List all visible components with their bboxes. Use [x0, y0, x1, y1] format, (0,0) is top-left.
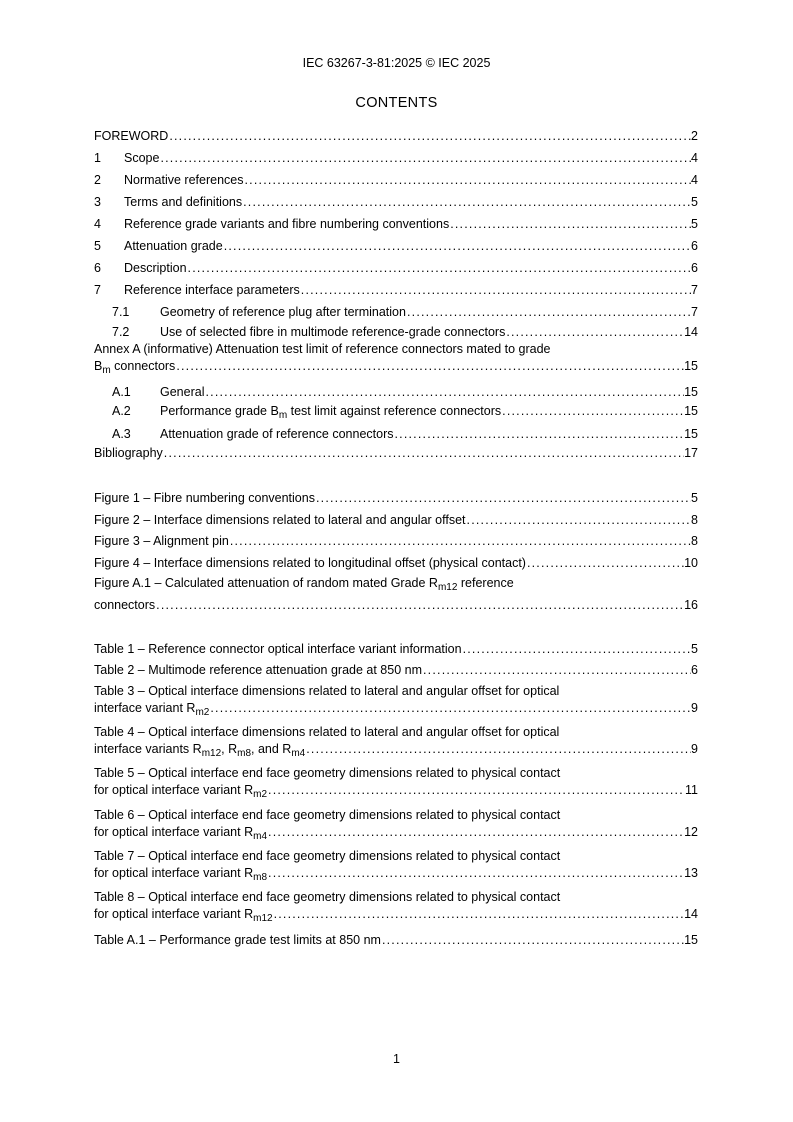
leader-dots: [449, 217, 691, 231]
toc-entry-number: 7.2: [112, 325, 130, 339]
leader-dots: [175, 359, 684, 373]
toc-page-number: 15: [684, 933, 698, 947]
toc-entry-text: Bibliography: [94, 446, 163, 460]
toc-table-3[interactable]: [94, 699, 698, 718]
toc-entry-description[interactable]: [94, 259, 698, 275]
toc-page-number: 7: [691, 283, 698, 297]
toc-page-number: 6: [691, 239, 698, 253]
toc-page-number: 17: [684, 446, 698, 460]
toc-entry-text: connectors: [94, 598, 156, 612]
toc-page-number: 12: [684, 825, 698, 839]
toc-entry-text: Figure 3 – Alignment pin: [94, 534, 229, 548]
leader-dots: [267, 825, 684, 839]
toc-page-number: 4: [691, 151, 698, 165]
toc-table-a1[interactable]: [94, 931, 698, 947]
toc-page-number: 15: [684, 427, 698, 441]
toc-entry-normative-references[interactable]: [94, 171, 698, 187]
toc-entry-text: Figure 4 – Interface dimensions related to longitudinal offset (physical contact): [94, 556, 526, 570]
toc-entry-text: Performance grade $B_m$ test limit against reference connectors: [160, 404, 502, 421]
leader-dots: [381, 933, 684, 947]
leader-dots: [526, 556, 684, 570]
toc-entry-number: 3: [94, 195, 101, 209]
toc-page-number: 13: [684, 866, 698, 880]
toc-page-number: 14: [684, 907, 698, 921]
toc-page-number: 2: [691, 129, 698, 143]
toc-page-number: 11: [685, 783, 698, 797]
toc-entry-text: Table A.1 – Performance grade test limits at 850 nm: [94, 933, 381, 947]
toc-entry-number: 5: [94, 239, 101, 253]
toc-entry-attenuation-grade[interactable]: [94, 237, 698, 253]
toc-entry-performance-grade-bm[interactable]: [112, 402, 698, 421]
toc-figure-4[interactable]: [94, 554, 698, 570]
toc-entry-text: Geometry of reference plug after termination: [160, 305, 406, 319]
leader-dots: [223, 239, 691, 253]
toc-entry-number: 7.1: [112, 305, 130, 319]
toc-entry-text: Figure 2 – Interface dimensions related to lateral and angular offset: [94, 513, 466, 527]
toc-table-3-line1[interactable]: Table 3 – Optical interface dimensions related to lateral and angular offset for optical: [94, 684, 560, 698]
toc-entry-terms-definitions[interactable]: [94, 193, 698, 209]
toc-entry-number: 1: [94, 151, 101, 165]
leader-dots: [242, 195, 691, 209]
toc-entry-text: interface variant $R_{m2}$: [94, 701, 210, 718]
toc-table-2[interactable]: [94, 661, 698, 677]
toc-entry-text: Scope: [124, 151, 160, 165]
toc-entry-reference-interface-parameters[interactable]: [94, 281, 698, 297]
toc-table-7[interactable]: [94, 864, 698, 883]
toc-figure-3[interactable]: [94, 532, 698, 548]
toc-entry-number: A.2: [112, 404, 131, 418]
toc-page-number: 6: [691, 663, 698, 677]
toc-figure-a1[interactable]: [94, 596, 698, 612]
toc-table-5[interactable]: [94, 781, 698, 800]
toc-entry-number: 4: [94, 217, 101, 231]
leader-dots: [155, 598, 684, 612]
toc-entry-text: Attenuation grade: [124, 239, 223, 253]
toc-entry-selected-fibre[interactable]: [112, 323, 698, 339]
toc-entry-number: 6: [94, 261, 101, 275]
toc-table-6[interactable]: [94, 823, 698, 842]
toc-entry-text: for optical interface variant $R_{m4}$: [94, 825, 268, 842]
toc-table-6-line1[interactable]: Table 6 – Optical interface end face geometry dimensions related to physical contact: [94, 808, 561, 822]
toc-page-number: 9: [691, 701, 698, 715]
toc-entry-text: Attenuation grade of reference connectors: [160, 427, 394, 441]
toc-entry-bibliography[interactable]: [94, 444, 698, 460]
leader-dots: [501, 404, 684, 418]
toc-page-number: 14: [684, 325, 698, 339]
page-number: 1: [393, 1052, 400, 1066]
leader-dots: [209, 701, 691, 715]
toc-entry-text: Table 1 – Reference connector optical interface variant information: [94, 642, 462, 656]
toc-page-number: 6: [691, 261, 698, 275]
toc-entry-text: FOREWORD: [94, 129, 169, 143]
toc-page-number: 4: [691, 173, 698, 187]
toc-page-number: 8: [691, 513, 698, 527]
toc-entry-number: 2: [94, 173, 101, 187]
toc-entry-text: for optical interface variant $R_{m8}$: [94, 866, 268, 883]
toc-entry-foreword[interactable]: [94, 127, 698, 143]
toc-entry-number: A.1: [112, 385, 131, 399]
leader-dots: [300, 283, 691, 297]
leader-dots: [466, 513, 692, 527]
toc-figure-2[interactable]: [94, 511, 698, 527]
leader-dots: [229, 534, 691, 548]
toc-entry-text: Normative references: [124, 173, 244, 187]
toc-figure-a1-line1[interactable]: Figure A.1 – Calculated attenuation of random mated Grade $R_{m12}$ reference: [94, 576, 514, 593]
toc-page-number: 5: [691, 217, 698, 231]
toc-page-number: 5: [691, 642, 698, 656]
toc-entry-number: A.3: [112, 427, 131, 441]
toc-entry-text: General: [160, 385, 205, 399]
leader-dots: [187, 261, 692, 275]
leader-dots: [159, 151, 691, 165]
toc-table-8[interactable]: [94, 905, 698, 924]
toc-entry-attenuation-grade-reference[interactable]: [112, 425, 698, 441]
toc-figure-1[interactable]: [94, 489, 698, 505]
toc-page-number: 15: [684, 385, 698, 399]
toc-table-8-line1[interactable]: Table 8 – Optical interface end face geometry dimensions related to physical contact: [94, 890, 561, 904]
leader-dots: [422, 663, 691, 677]
toc-page-number: 9: [691, 742, 698, 756]
page-title: CONTENTS: [355, 95, 438, 111]
toc-page-number: 10: [684, 556, 698, 570]
toc-page-number: 5: [691, 491, 698, 505]
leader-dots: [244, 173, 692, 187]
toc-entry-annex-a-line1[interactable]: Annex A (informative) Attenuation test limit of reference connectors mated to grade: [94, 342, 551, 356]
toc-page-number: 16: [684, 598, 698, 612]
toc-entry-text: interface variants $R_{m12}$, $R_{m8}$, and $R_{m4}$: [94, 742, 306, 759]
leader-dots: [505, 325, 684, 339]
toc-table-4-line1[interactable]: Table 4 – Optical interface dimensions related to lateral and angular offset for optical: [94, 725, 560, 739]
leader-dots: [168, 129, 691, 143]
toc-entry-scope[interactable]: [94, 149, 698, 165]
leader-dots: [462, 642, 691, 656]
leader-dots: [204, 385, 684, 399]
toc-entry-reference-grade-variants[interactable]: [94, 215, 698, 231]
toc-table-1[interactable]: [94, 640, 698, 656]
toc-entry-number: 7: [94, 283, 101, 297]
leader-dots: [393, 427, 684, 441]
toc-entry-geometry-reference-plug[interactable]: [112, 303, 698, 319]
leader-dots: [273, 907, 685, 921]
toc-table-5-line1[interactable]: Table 5 – Optical interface end face geometry dimensions related to physical contact: [94, 766, 561, 780]
toc-entry-text: Reference interface parameters: [124, 283, 300, 297]
toc-page-number: 8: [691, 534, 698, 548]
toc-entry-general[interactable]: [112, 383, 698, 399]
toc-table-4[interactable]: [94, 740, 698, 759]
leader-dots: [315, 491, 691, 505]
leader-dots: [163, 446, 684, 460]
toc-page-number: 5: [691, 195, 698, 209]
toc-table-7-line1[interactable]: Table 7 – Optical interface end face geometry dimensions related to physical contact: [94, 849, 561, 863]
toc-entry-text: Description: [124, 261, 187, 275]
toc-entry-text: Figure 1 – Fibre numbering conventions: [94, 491, 315, 505]
toc-page-number: 15: [684, 359, 698, 373]
toc-entry-text: Terms and definitions: [124, 195, 243, 209]
toc-entry-text: Use of selected fibre in multimode reference-grade connectors: [160, 325, 506, 339]
toc-page-number: 7: [691, 305, 698, 319]
document-header: IEC 63267-3-81:2025 © IEC 2025: [302, 56, 491, 70]
toc-entry-annex-a[interactable]: [94, 357, 698, 376]
toc-page-number: 15: [684, 404, 698, 418]
toc-entry-text: for optical interface variant $R_{m12}$: [94, 907, 273, 924]
toc-entry-text: $B_m$ connectors: [94, 359, 176, 376]
leader-dots: [267, 783, 685, 797]
leader-dots: [267, 866, 684, 880]
leader-dots: [305, 742, 691, 756]
leader-dots: [406, 305, 691, 319]
toc-entry-text: for optical interface variant $R_{m2}$: [94, 783, 268, 800]
toc-entry-text: Table 2 – Multimode reference attenuation grade at 850 nm: [94, 663, 422, 677]
toc-entry-text: Reference grade variants and fibre numbering conventions: [124, 217, 450, 231]
